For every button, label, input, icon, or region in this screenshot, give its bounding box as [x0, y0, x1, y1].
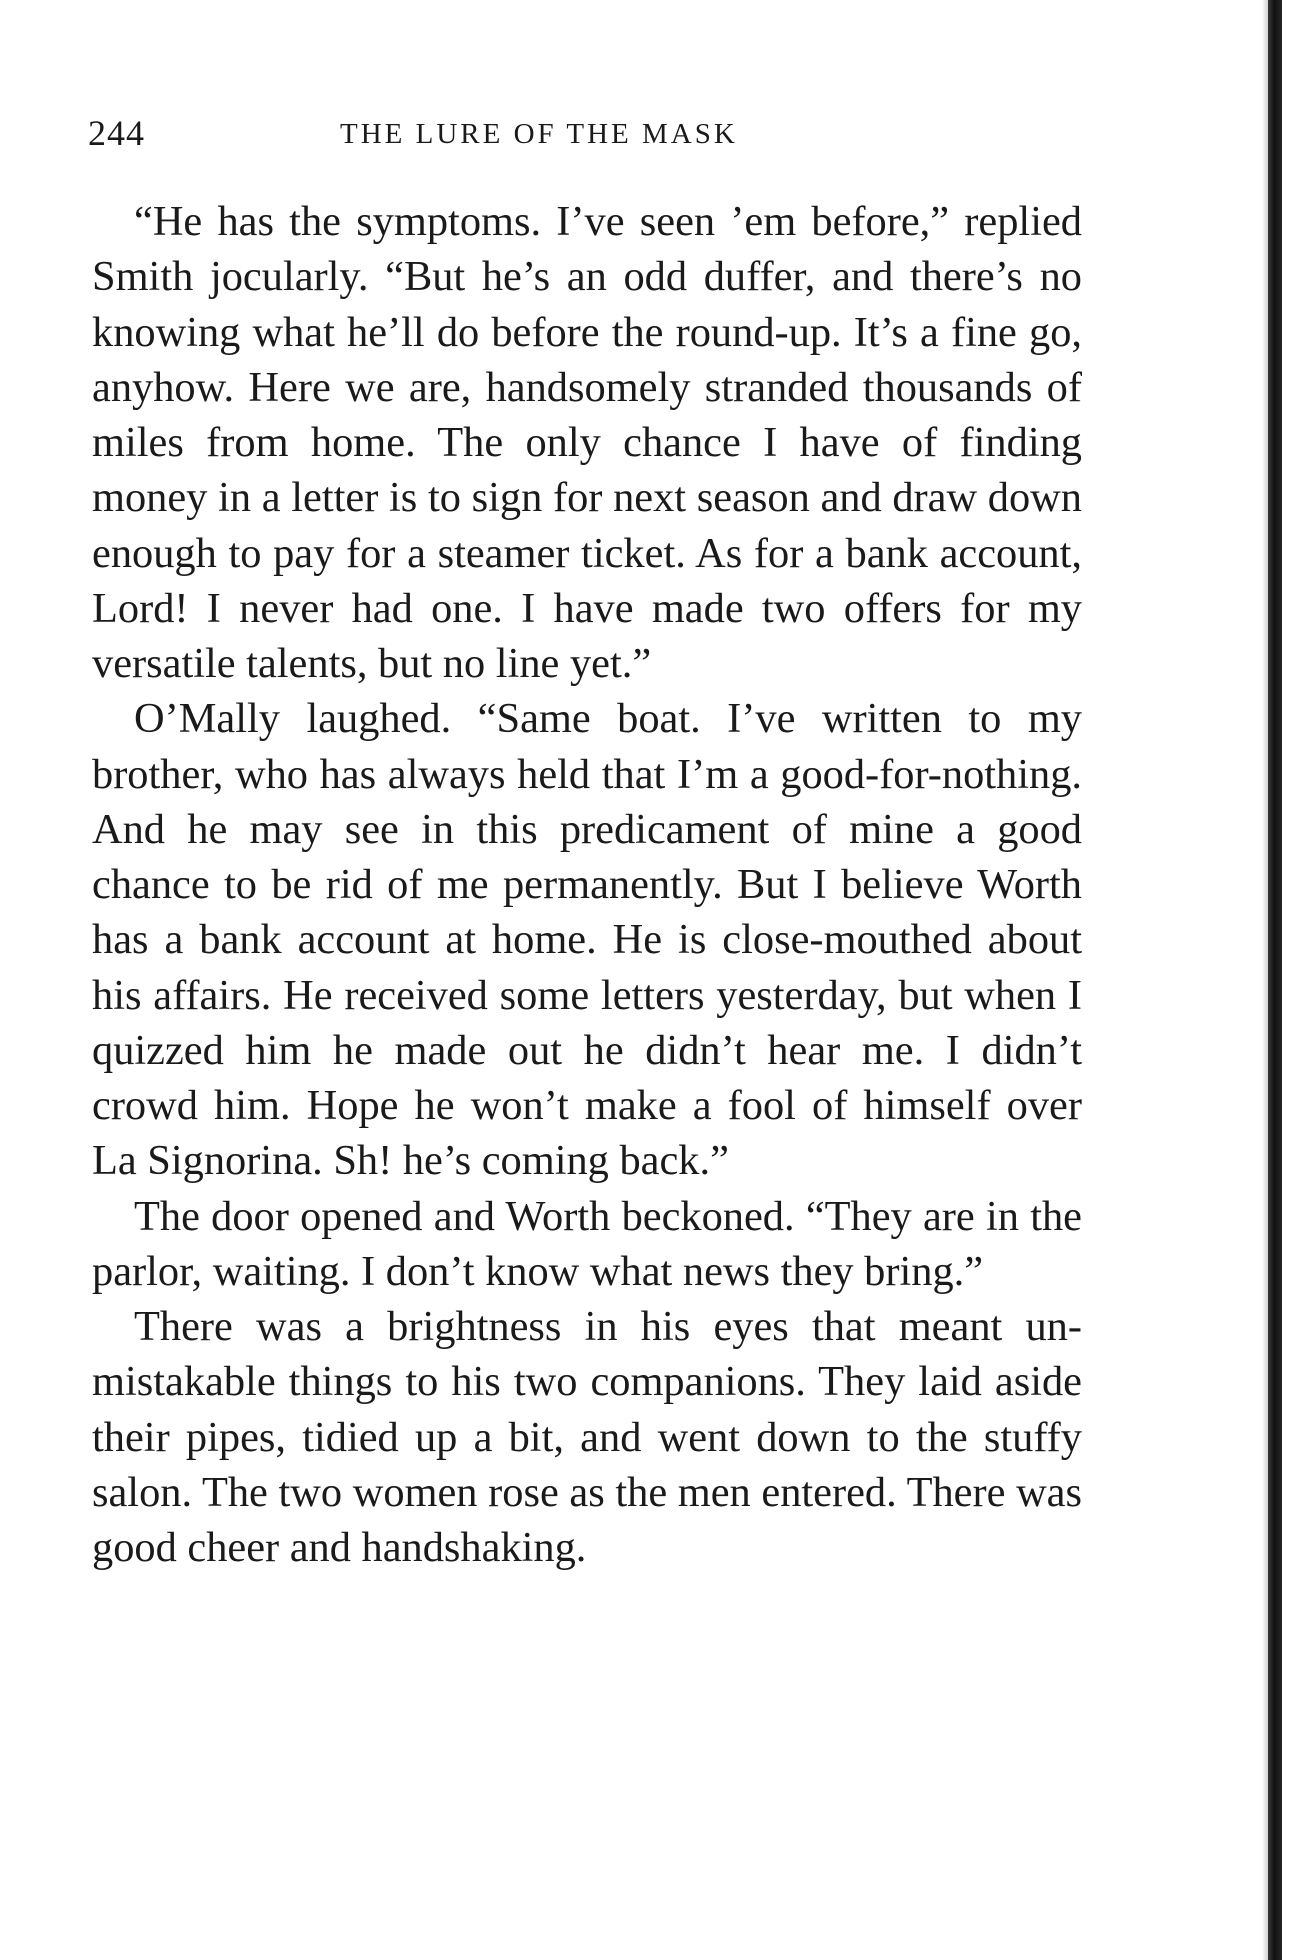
- running-head: [88, 112, 1080, 162]
- paragraph-omally: O’Mally laughed. “Same boat. I’ve written to my brother, who has always held that I’m a good-for-nothing. And he may see in this predicament of mine a good chance to be rid of me permanently. But I believe Worth has a bank account at home. He is close-mouthed about his affairs. He received some letters yesterday, but when I quizzed him he made out he didn’t hear me. I didn’t crowd him. Hope he won’t make a fool of himself over La Signorina. Sh! he’s coming back.”: [92, 695, 1082, 1185]
- page-number: 244: [88, 113, 145, 153]
- running-title: THE LURE OF THE MASK: [340, 118, 738, 150]
- paragraph-smith: “He has the symptoms. I’ve seen ’em before,” replied Smith jocularly. “But he’s an odd duffer, and there’s no knowing what he’ll do before the round-up. It’s a fine go, anyhow. Here we are, handsomely stranded thousands of miles from home. The only chance I have of finding money in a letter is to sign for next season and draw down enough to pay for a steamer ticket. As for a bank account, Lord! I never had one. I have made two offers for my versatile talents, but no line yet.”: [92, 198, 1082, 687]
- paragraph-brightness: There was a brightness in his eyes that meant unmistakable things to his two companions. They laid aside their pipes, tidied up a bit, and went down to the stuffy salon. The two women rose as the men entered. There was good cheer and handshaking.: [92, 1303, 1082, 1571]
- body-text: [92, 194, 1082, 1575]
- paragraph-door-opened: The door opened and Worth beckoned. “They are in the parlor, waiting. I don’t know what news they bring.”: [92, 1192, 1082, 1295]
- binding-edge: [1268, 0, 1282, 1960]
